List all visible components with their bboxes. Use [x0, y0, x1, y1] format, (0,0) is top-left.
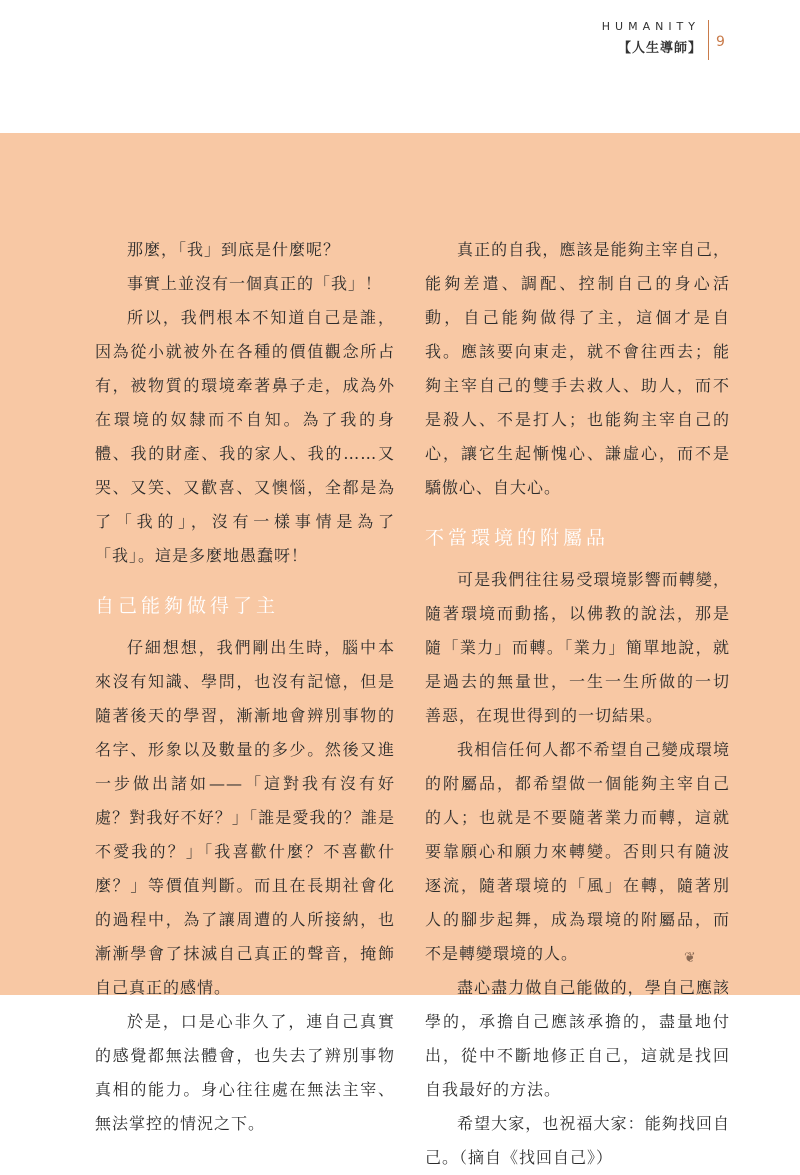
header-section: 【人生導師】 — [617, 41, 702, 56]
paragraph: 於是，口是心非久了，連自己真實的感覺都無法體會，也失去了辨別事物真相的能力。身心往往處在無法主宰、無法掌控的情況之下。 — [95, 1012, 395, 1133]
header-divider — [708, 20, 709, 60]
paragraph: 那麼，「我」到底是什麼呢？ — [127, 240, 341, 259]
right-column — [425, 233, 730, 1175]
paragraph: 事實上並沒有一個真正的「我」！ — [127, 274, 383, 293]
paragraph: 盡心盡力做自己能做的，學自己應該學的，承擔自己應該承擔的，盡量地付出，從中不斷地修正自己，這就是找回自我最好的方法。 — [425, 978, 730, 1099]
paragraph: 真正的自我，應該是能夠主宰自己，能夠差遣、調配、控制自己的身心活動，自己能夠做得了主，這個才是自我。應該要向東走，就不會往西去；能夠主宰自己的雙手去救人、助人，而不是殺人、不是打人；也能夠主宰自己的心，讓它生起慚愧心、謙虛心，而不是驕傲心、自大心。 — [425, 240, 730, 497]
paragraph: 所以，我們根本不知道自己是誰，因為從小就被外在各種的價值觀念所占有，被物質的環境牽著鼻子走，成為外在環境的奴隸而不自知。為了我的身體、我的財產、我的家人、我的……又哭、又笑、又歡喜、又懊惱，全都是為了「我的」，沒有一樣事情是為了「我」。這是多麼地愚蠢呀！ — [95, 308, 395, 565]
flower-ornament-icon: ❦ — [684, 950, 696, 966]
paragraph: 希望大家，也祝福大家：能夠找回自己。（摘自《找回自己》） — [425, 1114, 730, 1167]
left-column — [95, 233, 395, 1141]
paragraph: 可是我們往往易受環境影響而轉變，隨著環境而動搖，以佛教的說法，那是隨「業力」而轉。「業力」簡單地說，就是過去的無量世，一生一生所做的一切善惡，在現世得到的一切結果。 — [425, 570, 730, 725]
page-number: 9 — [716, 34, 725, 50]
section-heading: 自己能夠做得了主 — [95, 595, 280, 617]
paragraph: 我相信任何人都不希望自己變成環境的附屬品，都希望做一個能夠主宰自己的人；也就是不要隨著業力而轉，這就要靠願心和願力來轉變。否則只有隨波逐流，隨著環境的「風」在轉，隨著別人的腳步起舞，成為環境的附屬品，而不是轉變環境的人。 — [425, 740, 730, 963]
header-brand: HUMANITY — [601, 20, 700, 33]
section-heading: 不當環境的附屬品 — [425, 527, 610, 549]
paragraph: 仔細想想，我們剛出生時，腦中本來沒有知識、學問，也沒有記憶，但是隨著後天的學習，漸漸地會辨別事物的名字、形象以及數量的多少。然後又進一步做出諸如——「這對我有沒有好處？對我好不好？」「誰是愛我的？誰是不愛我的？」「我喜歡什麼？不喜歡什麼？」等價值判斷。而且在長期社會化的過程中，為了讓周遭的人所接納，也漸漸學會了抹滅自己真正的聲音，掩飾自己真正的感情。 — [95, 638, 395, 997]
